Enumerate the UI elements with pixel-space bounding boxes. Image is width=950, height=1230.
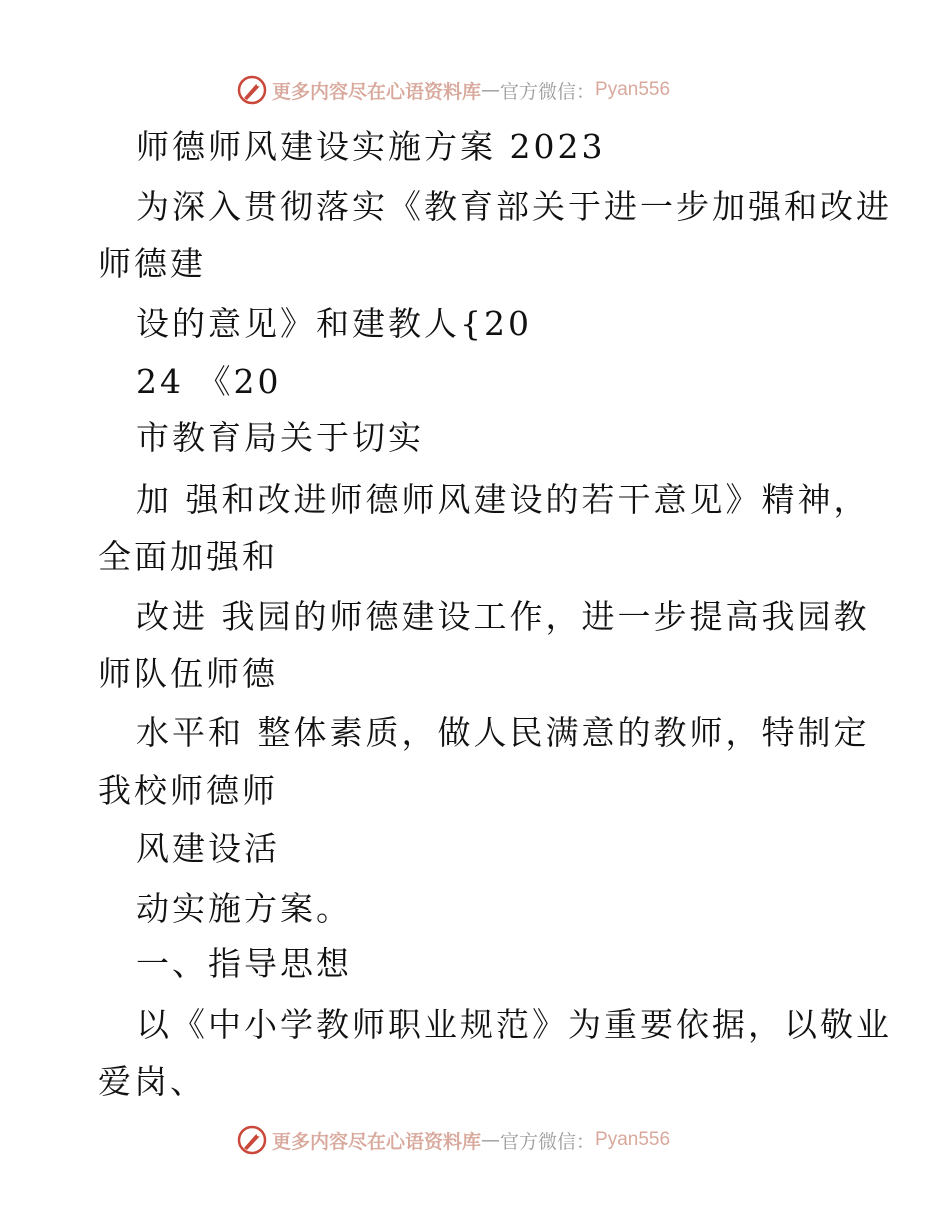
section-heading: 一、指导思想 xyxy=(136,944,352,983)
watermark-contact-label: 官方微信： xyxy=(500,80,596,103)
doc-line: 动实施方案。 xyxy=(136,889,352,928)
watermark-contact-label: 官方微信： xyxy=(500,1130,596,1153)
doc-line: 24 《20 xyxy=(136,362,282,401)
quill-logo-icon xyxy=(236,74,268,106)
watermark-contact-id: Pyan556 xyxy=(595,79,671,100)
watermark-site-text: 更多内容尽在心语资料库 xyxy=(272,80,482,103)
doc-line: 爱岗、 xyxy=(98,1062,206,1101)
watermark-site-text: 更多内容尽在心语资料库 xyxy=(272,1130,482,1153)
doc-line: 风建设活 xyxy=(136,829,280,868)
doc-line: 水平和 整体素质，做人民满意的教师，特制定 xyxy=(136,713,870,752)
watermark-separator: — xyxy=(481,79,501,101)
doc-line: 为深入贯彻落实《教育部关于进一步加强和改进 xyxy=(136,187,892,226)
doc-title: 师德师风建设实施方案 2023 xyxy=(136,127,606,166)
doc-line: 改进 我园的师德建设工作，进一步提高我园教 xyxy=(136,597,870,636)
doc-line: 全面加强和 xyxy=(98,537,278,576)
watermark-separator: — xyxy=(481,1129,501,1151)
doc-line: 师德建 xyxy=(98,244,206,283)
doc-line: 市教育局关于切实 xyxy=(136,418,424,457)
header-watermark xyxy=(236,73,670,107)
footer-watermark xyxy=(236,1123,670,1157)
doc-line: 以《中小学教师职业规范》为重要依据，以敬业 xyxy=(136,1005,892,1044)
doc-line: 加 强和改进师德师风建设的若干意见》精神， xyxy=(136,480,870,519)
quill-logo-icon xyxy=(236,1124,268,1156)
watermark-contact-id: Pyan556 xyxy=(595,1129,671,1150)
doc-line: 设的意见》和建教人{20 xyxy=(136,304,532,343)
doc-line: 师队伍师德 xyxy=(98,654,278,693)
doc-line: 我校师德师 xyxy=(98,771,278,810)
